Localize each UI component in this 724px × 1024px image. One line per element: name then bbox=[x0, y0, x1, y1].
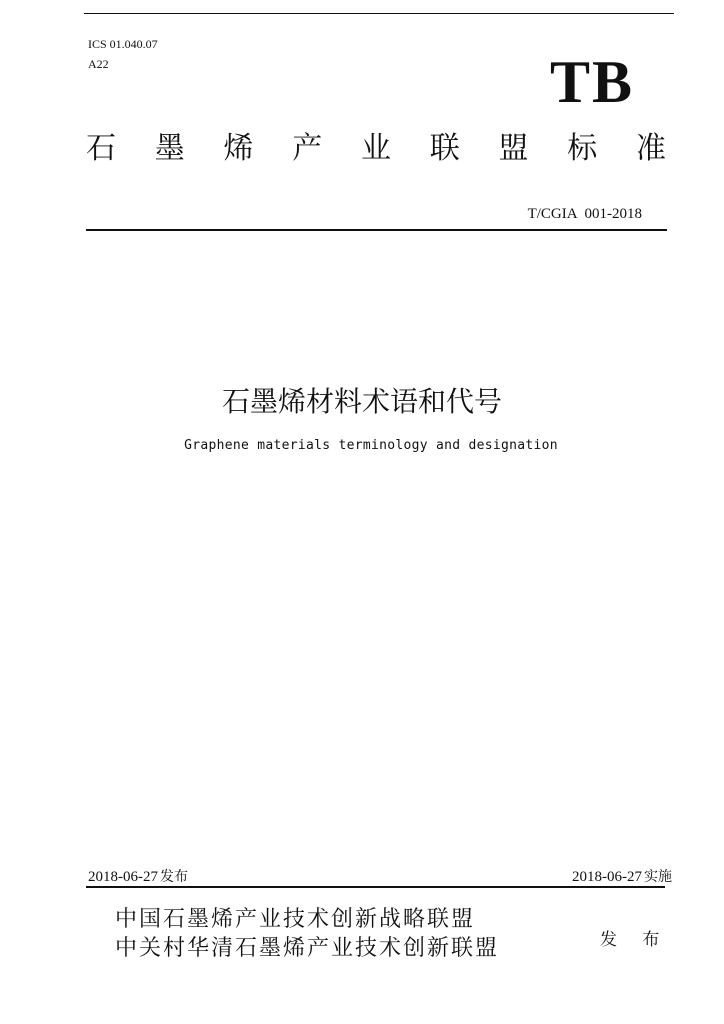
implement-date bbox=[572, 866, 672, 886]
publisher-org-2: 中关村华清石墨烯产业技术创新联盟 bbox=[115, 936, 500, 961]
implement-date-value: 2018-06-27 bbox=[572, 869, 642, 885]
publish-date-value: 2018-06-27 bbox=[88, 869, 158, 885]
publisher-org-1: 中国石墨烯产业技术创新战略联盟 bbox=[115, 907, 476, 932]
ics-code: ICS 01.040.07 bbox=[88, 37, 158, 51]
top-rule bbox=[84, 13, 674, 14]
header-rule bbox=[86, 229, 667, 231]
issued-label: 发 布 bbox=[600, 930, 670, 950]
publish-date bbox=[88, 866, 188, 886]
implement-label: 实施 bbox=[644, 869, 672, 885]
title-chinese: 石墨烯材料术语和代号 bbox=[221, 385, 502, 418]
title-english: Graphene materials terminology and designation bbox=[184, 438, 558, 453]
classification-code: A22 bbox=[88, 57, 109, 71]
standard-number: T/CGIA 001-2018 bbox=[527, 206, 642, 222]
footer-rule bbox=[86, 886, 665, 888]
publish-label: 发布 bbox=[160, 869, 188, 885]
standard-mark: TB bbox=[549, 49, 634, 115]
standard-category: 石 墨 烯 产 业 联 盟 标 准 bbox=[86, 131, 676, 166]
